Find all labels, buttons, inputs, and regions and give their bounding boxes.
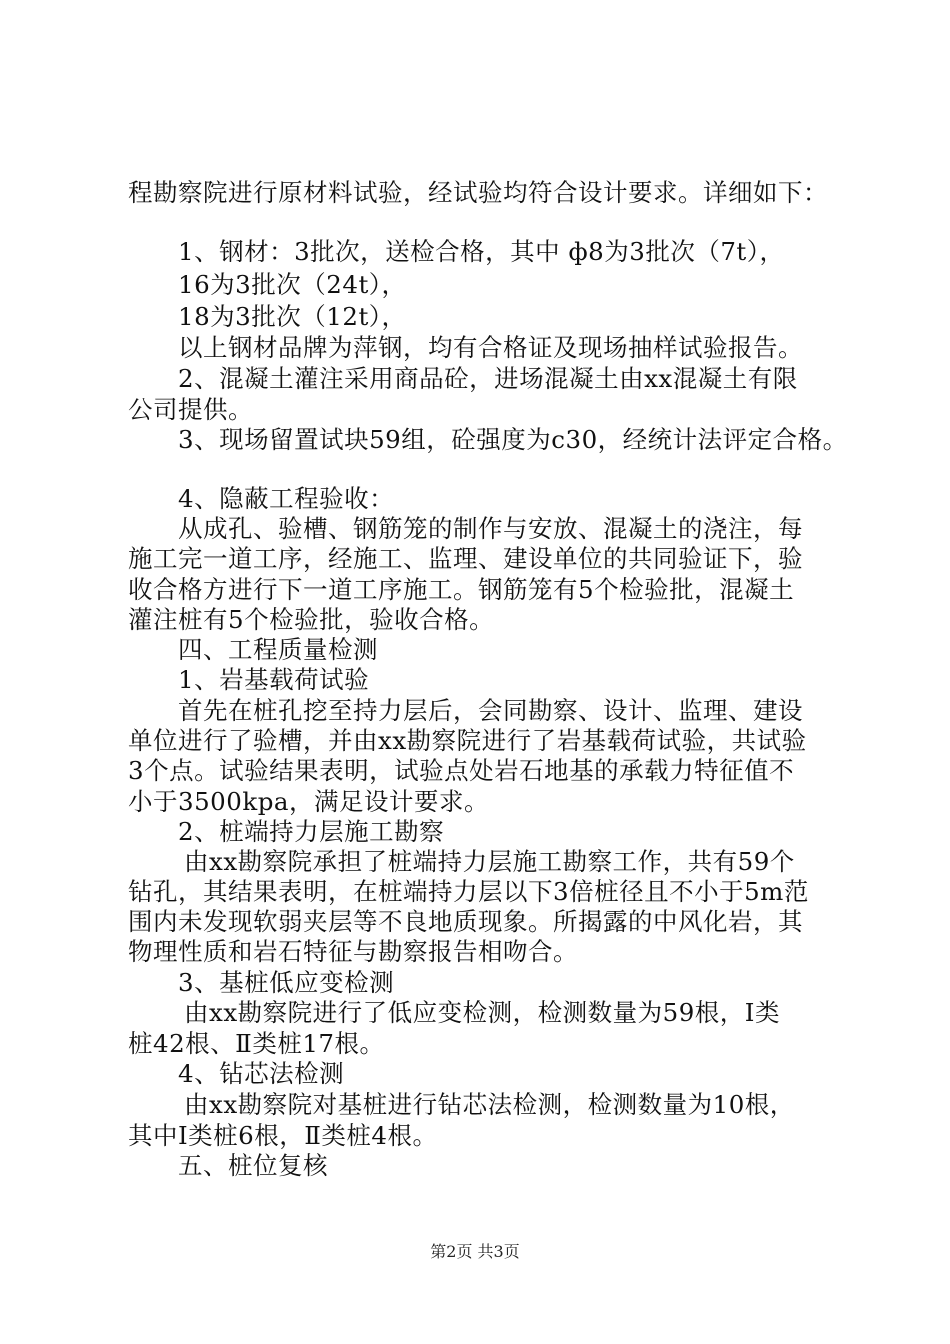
subsection-heading: 3、基桩低应变检测: [178, 968, 395, 997]
text-line: 以上钢材品牌为萍钢，均有合格证及现场抽样试验报告。: [178, 333, 803, 362]
text-line: 单位进行了验槽，并由xx勘察院进行了岩基载荷试验，共试验: [128, 726, 807, 755]
text-line: 3个点。试验结果表明，试验点处岩石地基的承载力特征值不: [128, 756, 795, 785]
page-number-footer: 第2页 共3页: [430, 1242, 520, 1261]
text-line: 公司提供。: [128, 395, 253, 424]
subsection-heading: 1、岩基载荷试验: [178, 665, 370, 694]
text-line: 1、钢材：3批次，送检合格，其中 ф8为3批次（7t），: [178, 237, 785, 266]
subsection-heading: 4、钻芯法检测: [178, 1059, 345, 1088]
subsection-heading: 2、桩端持力层施工勘察: [178, 817, 445, 846]
text-line: 物理性质和岩石特征与勘察报告相吻合。: [128, 937, 578, 966]
text-line: 程勘察院进行原材料试验，经试验均符合设计要求。详细如下：: [128, 178, 828, 207]
section-heading: 四、工程质量检测: [178, 635, 378, 664]
text-line: 由xx勘察院进行了低应变检测，检测数量为59根，Ⅰ类: [184, 998, 780, 1027]
text-line: 4、隐蔽工程验收：: [178, 484, 395, 513]
text-line: 小于3500kpa，满足设计要求。: [128, 787, 489, 816]
text-line: 其中Ⅰ类桩6根，Ⅱ类桩4根。: [128, 1121, 438, 1150]
text-line: 18为3批次（12t），: [178, 302, 407, 331]
text-line: 围内未发现软弱夹层等不良地质现象。所揭露的中风化岩，其: [128, 907, 803, 936]
text-line: 由xx勘察院对基桩进行钻芯法检测，检测数量为10根，: [184, 1090, 795, 1119]
text-line: 2、混凝土灌注采用商品砼，进场混凝土由xx混凝土有限: [178, 364, 798, 393]
text-line: 灌注桩有5个检验批，验收合格。: [128, 605, 495, 634]
text-line: 桩42根、Ⅱ类桩17根。: [128, 1029, 385, 1058]
text-line: 首先在桩孔挖至持力层后，会同勘察、设计、监理、建设: [178, 696, 803, 725]
text-line: 由xx勘察院承担了桩端持力层施工勘察工作，共有59个: [184, 847, 795, 876]
text-line: 16为3批次（24t），: [178, 270, 407, 299]
text-line: 钻孔，其结果表明，在桩端持力层以下3倍桩径且不小于5m范: [128, 877, 809, 906]
text-line: 施工完一道工序，经施工、监理、建设单位的共同验证下，验: [128, 544, 803, 573]
text-line: 收合格方进行下一道工序施工。钢筋笼有5个检验批，混凝土: [128, 575, 795, 604]
text-line: 从成孔、验槽、钢筋笼的制作与安放、混凝土的浇注，每: [178, 514, 803, 543]
section-heading: 五、桩位复核: [178, 1151, 328, 1180]
text-line: 3、现场留置试块59组，砼强度为c30，经统计法评定合格。: [178, 425, 848, 454]
